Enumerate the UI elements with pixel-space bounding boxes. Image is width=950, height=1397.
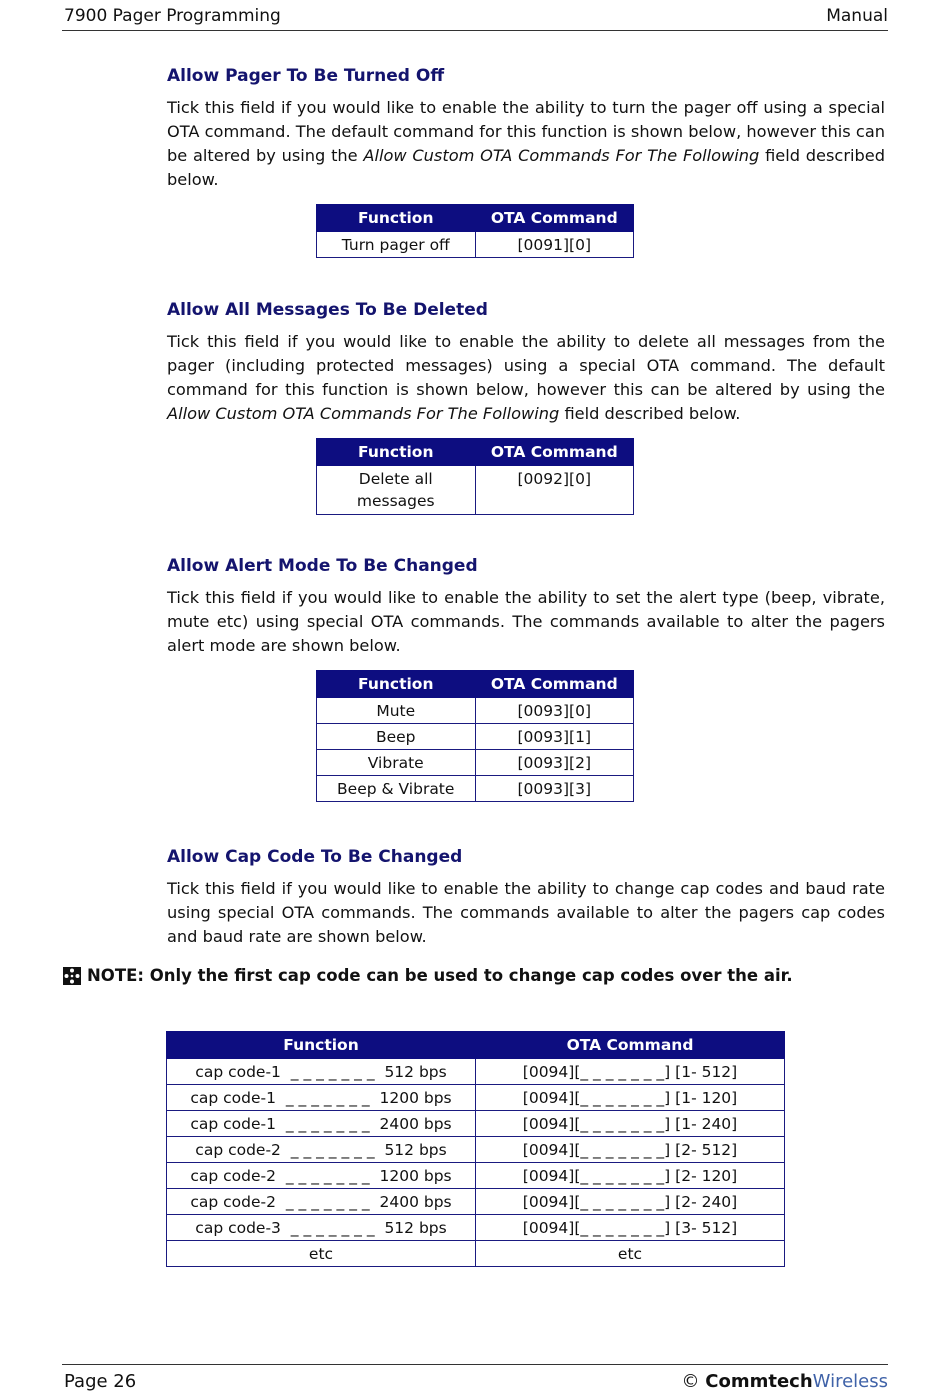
table-row [167, 1137, 785, 1163]
note [63, 966, 793, 985]
section-paragraph [167, 877, 885, 949]
table-row [317, 750, 634, 776]
ota-table-cap-code [166, 1031, 785, 1267]
table-row [167, 1085, 785, 1111]
brand-name-bold: Commtech [705, 1371, 813, 1392]
section-paragraph [167, 330, 885, 426]
column-header: Function [167, 1032, 476, 1059]
table-row [317, 776, 634, 802]
function-cell: Beep & Vibrate [317, 776, 476, 802]
ota-table-alert-mode [316, 670, 634, 802]
document-type: Manual [826, 6, 888, 26]
note-text: NOTE: Only the first cap code can be used to change cap codes over the air. [87, 966, 793, 985]
section-pager-off [167, 66, 885, 192]
section-cap-code [167, 847, 885, 949]
column-header: Function [317, 439, 476, 466]
table-row [167, 1163, 785, 1189]
table-row [317, 724, 634, 750]
column-header: OTA Command [476, 1032, 785, 1059]
section-heading: Allow Cap Code To Be Changed [167, 847, 463, 867]
function-cell: Mute [317, 698, 476, 724]
column-header: OTA Command [475, 671, 634, 698]
note-icon [63, 967, 81, 985]
paragraph-italic-text: Allow Custom OTA Commands For The Following [363, 146, 760, 165]
section-heading: Allow All Messages To Be Deleted [167, 300, 488, 320]
page-header [62, 6, 888, 31]
function-cell: cap code-2 _ _ _ _ _ _ _ 2400 bps [167, 1189, 476, 1215]
paragraph-text: Tick this field if you would like to enable the ability to change cap codes and baud rate using special OTA commands. The commands available to alter the pagers cap codes and baud rate are shown below. [167, 879, 885, 946]
table-row [317, 466, 634, 515]
function-cell: cap code-3 _ _ _ _ _ _ _ 512 bps [167, 1215, 476, 1241]
function-cell: Turn pager off [317, 232, 476, 258]
ota-command-cell: [0093][1] [475, 724, 634, 750]
ota-command-cell: [0094][_ _ _ _ _ _ _] [2- 120] [476, 1163, 785, 1189]
column-header: Function [317, 671, 476, 698]
paragraph-text: field described below. [559, 404, 741, 423]
table-row [167, 1189, 785, 1215]
section-delete-messages [167, 300, 885, 426]
brand-name-light: Wireless [812, 1371, 888, 1392]
table-row [167, 1111, 785, 1137]
function-cell: Delete all messages [317, 466, 476, 515]
section-heading: Allow Pager To Be Turned Off [167, 66, 445, 86]
ota-command-cell: [0094][_ _ _ _ _ _ _] [3- 512] [476, 1215, 785, 1241]
section-paragraph [167, 96, 885, 192]
table-row [317, 232, 634, 258]
function-cell: cap code-2 _ _ _ _ _ _ _ 1200 bps [167, 1163, 476, 1189]
ota-command-cell: [0093][0] [475, 698, 634, 724]
table-row [167, 1241, 785, 1267]
function-cell: cap code-1 _ _ _ _ _ _ _ 2400 bps [167, 1111, 476, 1137]
footer-brand [682, 1371, 888, 1392]
function-cell: Vibrate [317, 750, 476, 776]
ota-command-cell: [0093][2] [475, 750, 634, 776]
ota-command-cell: [0092][0] [475, 466, 634, 515]
ota-command-cell: [0093][3] [475, 776, 634, 802]
table-row [167, 1215, 785, 1241]
paragraph-italic-text: Allow Custom OTA Commands For The Following [167, 404, 560, 423]
paragraph-text: Tick this field if you would like to enable the ability to delete all messages from the pager (including protected messages) using a special OTA command. The default command for this function is shown below, however this can be altered by using the [167, 332, 885, 399]
ota-command-cell: [0091][0] [475, 232, 634, 258]
table-row [317, 698, 634, 724]
ota-command-cell: [0094][_ _ _ _ _ _ _] [1- 240] [476, 1111, 785, 1137]
copyright-symbol: © [681, 1371, 700, 1392]
ota-table-pager-off [316, 204, 634, 258]
ota-command-cell: [0094][_ _ _ _ _ _ _] [2- 512] [476, 1137, 785, 1163]
ota-command-cell: [0094][_ _ _ _ _ _ _] [2- 240] [476, 1189, 785, 1215]
paragraph-text: Tick this field if you would like to enable the ability to set the alert type (beep, vibrate, mute etc) using special OTA commands. The commands available to alter the pagers alert mode are shown below. [167, 588, 885, 655]
function-cell: etc [167, 1241, 476, 1267]
section-heading: Allow Alert Mode To Be Changed [167, 556, 478, 576]
function-cell: cap code-1 _ _ _ _ _ _ _ 1200 bps [167, 1085, 476, 1111]
paragraph-text: field described below. [167, 146, 885, 189]
paragraph-text: Tick this field if you would like to enable the ability to turn the pager off using a special OTA command. The default command for this function is shown below, however this can be altered by using the [167, 98, 885, 165]
section-paragraph [167, 586, 885, 658]
document-title: 7900 Pager Programming [64, 6, 281, 26]
ota-command-cell: [0094][_ _ _ _ _ _ _] [1- 512] [476, 1059, 785, 1085]
column-header: Function [317, 205, 476, 232]
table-row [167, 1059, 785, 1085]
column-header: OTA Command [475, 439, 634, 466]
function-cell: Beep [317, 724, 476, 750]
function-cell: cap code-1 _ _ _ _ _ _ _ 512 bps [167, 1059, 476, 1085]
page-number: Page 26 [64, 1371, 137, 1392]
column-header: OTA Command [475, 205, 634, 232]
function-cell: cap code-2 _ _ _ _ _ _ _ 512 bps [167, 1137, 476, 1163]
ota-command-cell: etc [476, 1241, 785, 1267]
section-alert-mode [167, 556, 885, 658]
page-footer [62, 1364, 888, 1392]
ota-command-cell: [0094][_ _ _ _ _ _ _] [1- 120] [476, 1085, 785, 1111]
ota-table-delete-messages [316, 438, 634, 515]
